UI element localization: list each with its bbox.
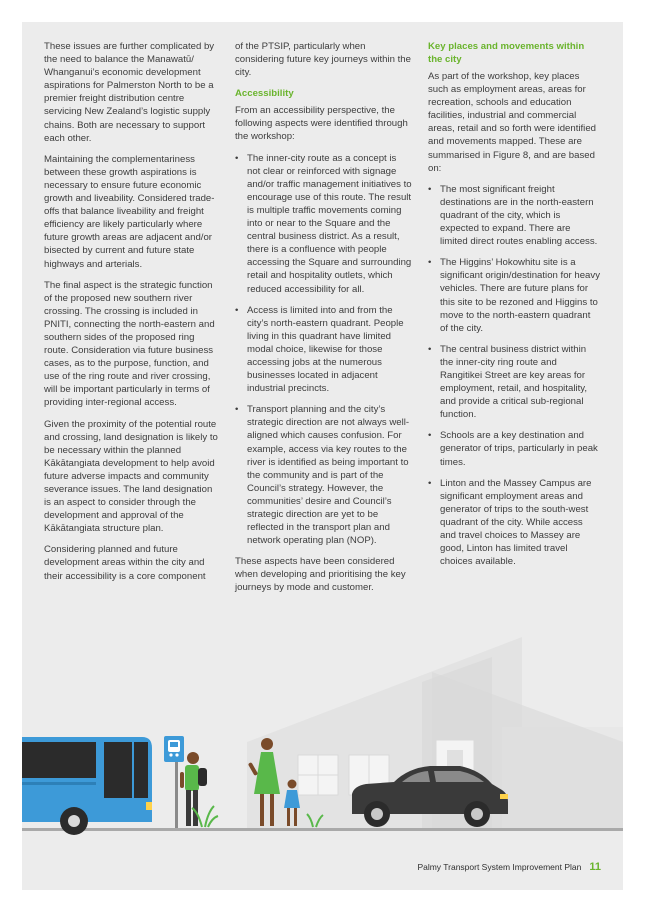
page-footer [417,861,601,873]
col1-paragraph: Given the proximity of the potential route and crossing, land designation is likely to be necessary within the planned Kākātangiata development to help avoid future adverse impacts and community severance issues. The land designation is an aspect to consider through the development and approval of the Kākātangiata structure plan. [44,418,218,535]
col2-lead: From an accessibility perspective, the following aspects were identified through the workshop: [235,105,408,143]
document-page [22,22,623,890]
column-2 [235,40,412,603]
column-3 [428,40,600,576]
list-item: • The central business district within the inner-city ring route and Rangitikei Street are key areas for employment, retail, and hospitality, and provide a critical sub-regional function. [428,343,600,422]
footer-title: Palmy Transport System Improvement Plan [417,862,582,872]
page-number: 11 [589,861,601,873]
col3-lead: As part of the workshop, key places such as employment areas, areas for recreation, schools and education facilities, industrial and commercial areas, retail and so forth were identified and movements mapped. These are summarised in Figure 8, and are based on: [428,71,596,174]
col2-intro: of the PTSIP, particularly when considering future key journeys within the city. [235,41,411,79]
col1-paragraph: Maintaining the complementariness between these growth aspirations is necessary to ensure future economic growth and liveability. Considered trade-offs that balance liveability and freight efficiency are likely particularly where future growth areas are adjacent and/or bisected by current and future state highways and arterials. [44,153,215,270]
road-line [22,828,623,831]
col1-paragraph: The final aspect is the strategic function of the proposed new southern river crossing. The crossing is included in PNITI, connecting the north-eastern and southern sides of the proposed ring route. Consideration via future business cases, as to the purpose, function, and use of the ring route and river crossing, will be important particularly in terms of providing inter-regional access. [44,279,215,409]
list-item: • Transport planning and the city’s strategic direction are not always well-aligned which causes confusion. For example, access via key routes to the river is identified as being important to the community and is part of the Council’s strategy. However, the communities’ desire and Council’s strategic direction are yet to be reflected in the transport plan and network operating plan (NOP). [235,403,412,547]
list-item: • Access is limited into and from the city’s north-eastern quadrant. People living in this quadrant have limited modal choice, likewise for those accessing jobs at the numerous businesses located in adjacent industrial precincts. [235,304,412,396]
col2-closing: These aspects have been considered when developing and prioritising the key journeys by mode and customer. [235,556,406,594]
person-with-backpack [180,752,207,826]
list-item: • The most significant freight destinations are in the north-eastern quadrant of the city, which is expected to expand. There are limited direct routes enabling access. [428,183,600,248]
key-places-heading: Key places and movements within the city [428,41,585,65]
accessibility-heading: Accessibility [235,88,294,100]
col1-paragraph: Considering planned and future development areas within the city and their accessibility is a core component [44,544,206,582]
key-places-list [428,183,600,569]
list-item: • Schools are a key destination and generator of trips, particularly in peak times. [428,429,600,468]
list-item: • The inner-city route as a concept is not clear or reinforced with signage and/or traffic management initiatives to encourage use of this route. The result is multiple traffic movements coming into or near to the Square and the central business district. As a result, there is a confluence with people accessing the Square and surrounding retail and hospitality outlets, which reduced accessibility for all. [235,152,412,296]
column-1 [44,40,221,591]
list-item: • The Higgins’ Hokowhitu site is a significant origin/destination for heavy vehicles. There are future plans for this site to be rezoned and Higgins to move to the north-eastern quadrant of the city. [428,256,600,335]
bus [22,737,152,835]
street-scene-illustration [22,622,623,837]
col1-paragraph: These issues are further complicated by the need to balance the Manawatū/ Whanganui’s economic development aspirations for Palmerston North to be a premier freight distribution centre servicing New Zealand’s logistic supply chains. Both are necessary to support each other. [44,41,215,144]
list-item: • Linton and the Massey Campus are significant employment areas and generator of trips to the south-west quadrant of the city. While access and travel choices to Massey are good, Linton has limited travel choices available. [428,477,600,569]
accessibility-list [235,152,412,548]
